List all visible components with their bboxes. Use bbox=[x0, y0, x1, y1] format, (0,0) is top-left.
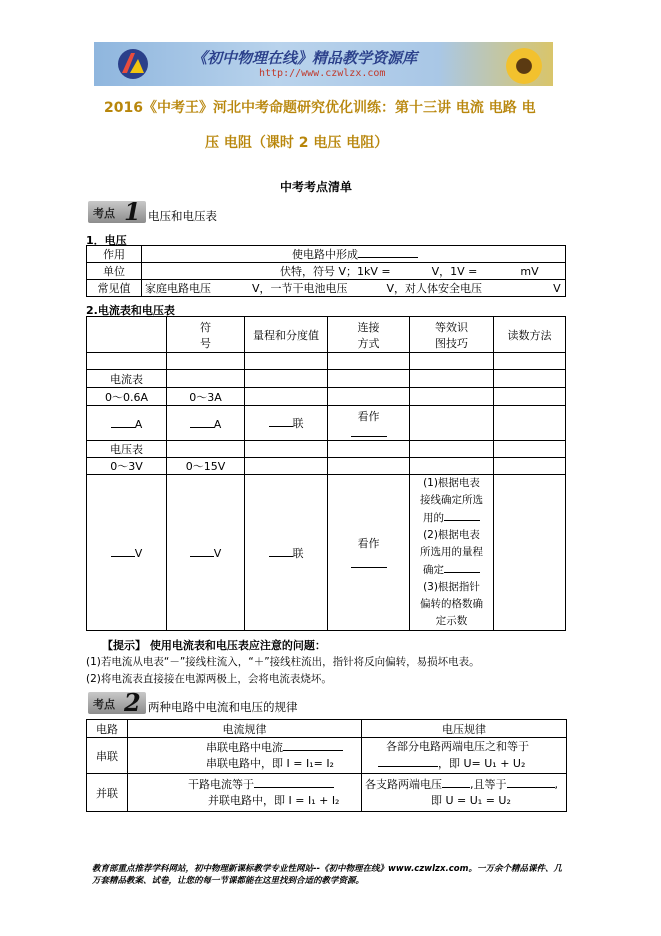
fill-blank[interactable] bbox=[444, 561, 480, 573]
page-footer: 教育部重点推荐学科网站，初中物理新课标教学专业性网站--《初中物理在线》www.czwlzx.com。一万余个精品课件、几万套精品教案、试卷，让您的每一节课都能在这里找到合适的教学资源。 bbox=[92, 864, 562, 886]
parallel-voltage-rule: 各支路两端电压 bbox=[365, 778, 442, 791]
tip-2: (2)将电流表直接接在电源两极上，会将电流表烧坏。 bbox=[86, 673, 332, 685]
fill-blank[interactable] bbox=[269, 545, 293, 557]
fill-blank[interactable] bbox=[254, 776, 334, 788]
fill-blank[interactable] bbox=[442, 776, 470, 788]
voltmeter-range-small: 0～3V bbox=[87, 458, 167, 475]
voltage-table bbox=[86, 245, 566, 297]
voltmeter-range-large: 0～15V bbox=[167, 458, 245, 475]
fill-blank[interactable] bbox=[283, 739, 343, 751]
fill-blank[interactable] bbox=[269, 415, 293, 427]
table-row bbox=[87, 370, 566, 388]
table-row bbox=[87, 738, 567, 774]
row-content: 家庭电路电压 V，一节干电池电压 V，对人体安全电压 V bbox=[142, 280, 566, 297]
row-label: 常见值 bbox=[87, 280, 142, 297]
tips-heading: 【提示】 使用电流表和电压表应注意的问题： bbox=[102, 639, 326, 652]
col-header-symbol: 符 bbox=[200, 320, 211, 334]
col-header-equiv: 等效识 bbox=[435, 320, 468, 334]
kaodian-label-2: 两种电路中电流和电压的规律 bbox=[148, 700, 298, 714]
tip-1: (1)若电流从电表“－”接线柱流入，“＋”接线柱流出，指针将反向偏转，易损坏电表。 bbox=[86, 656, 480, 668]
fill-blank[interactable] bbox=[378, 755, 438, 767]
meters-table bbox=[86, 316, 566, 631]
kaodian-badge-1 bbox=[88, 197, 146, 226]
row-label: 单位 bbox=[87, 263, 142, 280]
fill-blank[interactable] bbox=[111, 545, 135, 557]
ammeter-label: 电流表 bbox=[87, 370, 167, 388]
circuit-rules-table bbox=[86, 719, 567, 812]
section-heading: 中考考点清单 bbox=[280, 180, 353, 194]
fill-blank[interactable] bbox=[190, 416, 214, 428]
site-logo-icon bbox=[116, 47, 150, 81]
row-content: 伏特，符号 V；1kV = V，1V = mV bbox=[142, 263, 566, 280]
series-voltage-formula: ，即 U= U₁ + U₂ bbox=[438, 757, 526, 770]
table-row: A A 联 看作 bbox=[87, 406, 566, 441]
kaodian-tag: 考点 bbox=[93, 698, 115, 711]
col-header-voltage: 电压规律 bbox=[362, 720, 567, 738]
table-header-row bbox=[87, 720, 567, 738]
fill-blank[interactable] bbox=[358, 246, 418, 258]
row-label: 作用 bbox=[87, 246, 142, 263]
col-header-current: 电流规律 bbox=[128, 720, 362, 738]
col-header-range: 量程和分度值 bbox=[245, 317, 328, 353]
kaodian-number: 1 bbox=[124, 197, 141, 226]
ammeter-range-large: 0～3A bbox=[167, 388, 245, 406]
row-content: 使电路中形成 bbox=[142, 246, 566, 263]
table-row bbox=[87, 388, 566, 406]
table-row bbox=[87, 458, 566, 475]
kaodian-badge-2 bbox=[88, 688, 146, 717]
table-header-row: 符 号 量程和分度值 连接 方式 等效识 图技巧 读数方法 bbox=[87, 317, 566, 353]
table-row: 并联 干路电流等于 并联电路中，即 I = I₁ + I₂ 各支路两端电压 ,且等于 , 即 U = U₁ = U₂ bbox=[87, 774, 567, 812]
doc-title-line2: 压 电阻（课时 2 电压 电阻） bbox=[205, 135, 389, 151]
fill-blank[interactable] bbox=[507, 776, 555, 788]
kaodian-tag: 考点 bbox=[93, 207, 115, 220]
parallel-current-formula: 并联电路中，即 I = I₁ + I₂ bbox=[208, 794, 340, 807]
kaodian-number: 2 bbox=[124, 688, 141, 717]
ammeter-range-small: 0～0.6A bbox=[87, 388, 167, 406]
sunflower-image bbox=[506, 48, 542, 84]
site-banner bbox=[94, 42, 553, 86]
subsection-voltage-title: 1．电压 bbox=[86, 234, 127, 247]
table-row bbox=[87, 280, 566, 297]
fill-blank[interactable] bbox=[351, 555, 387, 568]
banner-url[interactable]: http://www.czwlzx.com bbox=[259, 68, 386, 79]
fill-blank[interactable] bbox=[351, 424, 387, 437]
parallel-label: 并联 bbox=[87, 774, 128, 812]
col-header-circuit: 电路 bbox=[87, 720, 128, 738]
banner-title: 《初中物理在线》精品教学资源库 bbox=[192, 49, 418, 67]
table-row bbox=[87, 441, 566, 458]
series-voltage-rule: 各部分电路两端电压之和等于 bbox=[386, 740, 529, 753]
doc-title-line1: 2016《中考王》河北中考命题研究优化训练：第十三讲 电流 电路 电 bbox=[104, 100, 536, 116]
fill-blank[interactable] bbox=[190, 545, 214, 557]
series-label: 串联 bbox=[87, 738, 128, 774]
kaodian-label-1: 电压和电压表 bbox=[148, 209, 217, 223]
series-current-rule: 串联电路中电流 bbox=[206, 741, 283, 754]
voltmeter-see-as: 看作 bbox=[357, 536, 380, 550]
series-current-formula: 串联电路中，即 I = I₁= I₂ bbox=[206, 757, 334, 770]
voltmeter-label: 电压表 bbox=[87, 441, 167, 458]
equiv-tips: (1)根据电表 接线确定所选 用的 (2)根据电表 所选用的量程 确定 (3)根据指针 偏转的格数确 定示数 bbox=[410, 475, 494, 631]
parallel-current-rule: 干路电流等于 bbox=[188, 778, 254, 791]
table-row: V V 联 看作 (1)根据电表 接线确定所选 用的 (2)根据电表 所选用的量程 确定 (3)根据指针 偏转的格数确 定示数 bbox=[87, 475, 566, 631]
table-row bbox=[87, 246, 566, 263]
subsection-meters-title: 2.电流表和电压表 bbox=[86, 304, 175, 317]
parallel-voltage-formula: 即 U = U₁ = U₂ bbox=[431, 794, 511, 807]
col-header-read: 读数方法 bbox=[494, 317, 566, 353]
table-row bbox=[87, 353, 566, 370]
fill-blank[interactable] bbox=[444, 509, 480, 521]
fill-blank[interactable] bbox=[111, 416, 135, 428]
ammeter-see-as: 看作 bbox=[357, 410, 380, 423]
col-header-connect: 连接 bbox=[357, 320, 380, 334]
table-row bbox=[87, 263, 566, 280]
